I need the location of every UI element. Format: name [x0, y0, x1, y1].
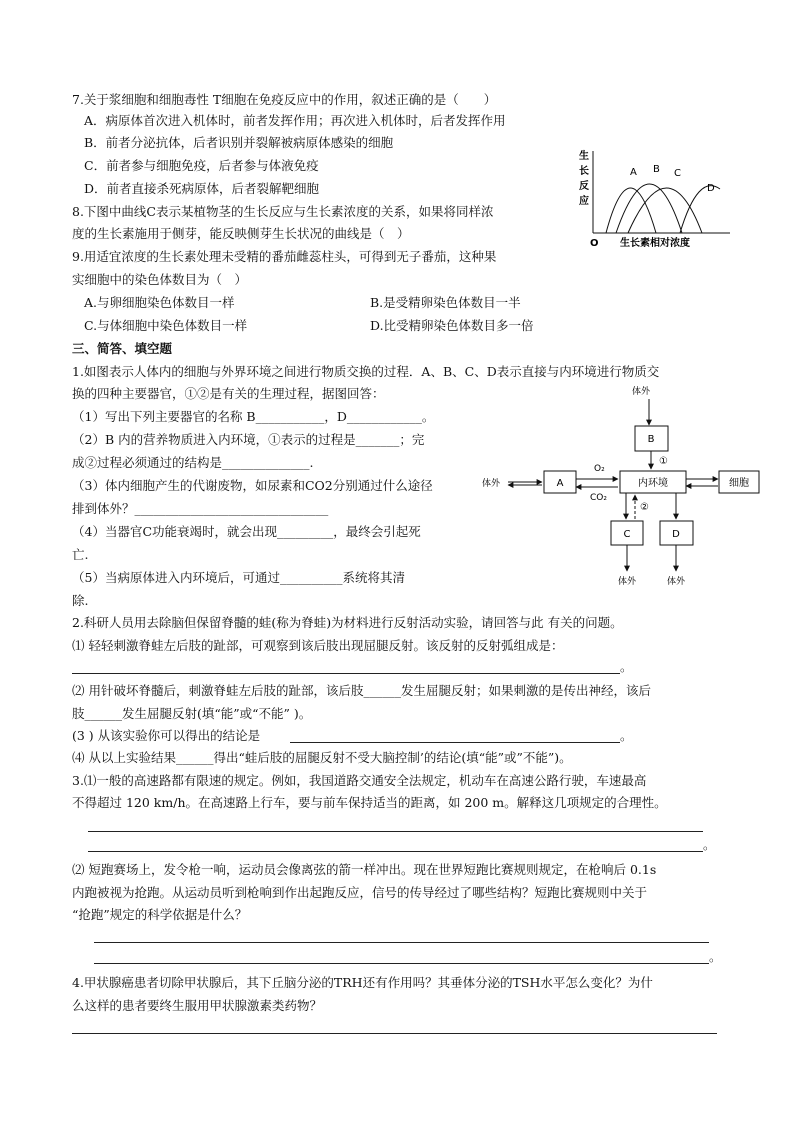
s2-stem: 2.科研人员用去除脑但保留脊髓的蛙(称为脊蛙)为材料进行反射活动实验，请回答与此 有关的问题。 — [72, 615, 623, 630]
s1-part4b: 亡. — [72, 547, 89, 562]
q7-option-b: B．前者分泌抗体，后者识别并裂解被病原体感染的细胞 — [84, 135, 394, 150]
curve-label-c: C — [674, 168, 681, 179]
step2-label: ② — [640, 502, 649, 513]
origin-label: O — [590, 238, 599, 249]
s2-part4: ⑷ 从以上实验结果______得出“蛙后肢的屈腿反射不受大脑控制’的结论(填“能”或”不能”)。 — [72, 750, 572, 765]
s1-part1: （1）写出下列主要器官的名称 B___________，D____________。 — [72, 409, 435, 424]
co2-label: CO₂ — [590, 493, 607, 503]
q8-line2: 度的生长素施用于侧芽，能反映侧芽生长状况的曲线是（ ） — [72, 226, 410, 241]
q9-option-d: D.比受精卵染色体数目多一倍 — [370, 318, 534, 333]
s3-part1b: 不得超过 120 km/h。在高速路上行车，要与前车保持适当的距离，如 200 m。解释这几项规定的合理性。 — [72, 795, 667, 810]
y-label-char: 长 — [579, 166, 589, 177]
q9-option-b: B.是受精卵染色体数目一半 — [370, 295, 521, 310]
s2-part3-end: 。 — [620, 728, 633, 743]
growth-response-diagram — [570, 145, 750, 255]
section-title: 三、简答、填空题 — [72, 341, 173, 356]
s4-part1b: 么这样的患者要终生服用甲状腺激素类药物？ — [72, 998, 323, 1013]
outside-top-label: 体外 — [631, 387, 651, 397]
s1-part4a: （4）当器官C功能衰竭时，就会出现_________，最终会引起死 — [72, 524, 421, 539]
s2-part1-end: 。 — [620, 659, 633, 674]
s4-answer-line[interactable] — [72, 1033, 717, 1034]
s2-part1: ⑴ 轻轻刺激脊蛙左后肢的趾部，可观察到该后肢出现屈腿反射。该反射的反射弧组成是： — [72, 638, 564, 653]
s3-part2-answer-line-1[interactable] — [94, 942, 709, 943]
s1-part5a: （5）当病原体进入内环境后，可通过__________系统将其清 — [72, 570, 405, 585]
curve-label-b: B — [653, 164, 660, 175]
box-env-label: 内环境 — [638, 478, 668, 489]
q7-option-c: C．前者参与细胞免疫，后者参与体液免疫 — [84, 158, 319, 173]
s1-line1: 1.如图表示人体内的细胞与外界环境之间进行物质交换的过程．A、B、C、D表示直接与内环境进行物质交 — [72, 364, 660, 379]
s2-part2b: 肢______发生屈腿反射(填“能”或“不能” )。 — [72, 706, 312, 721]
box-a-label: A — [556, 478, 564, 489]
x-axis-label: 生长素相对浓度 — [620, 238, 690, 249]
box-b-label: B — [647, 434, 655, 445]
s3-part2c: “抢跑”规定的科学依据是什么？ — [72, 907, 248, 922]
s2-part3: (3 ) 从该实验你可以得出的结论是 — [72, 728, 261, 743]
q9-option-c: C.与体细胞中染色体数目一样 — [84, 318, 248, 333]
exchange-flow-diagram — [478, 383, 768, 593]
s2-part3-answer-line[interactable] — [290, 742, 620, 743]
outside-d-label: 体外 — [666, 577, 686, 587]
curve-label-d: D — [707, 183, 715, 194]
step1-label: ① — [659, 456, 668, 467]
box-c-label: C — [623, 529, 631, 540]
outside-c-label: 体外 — [617, 577, 637, 587]
s3-part1-answer-line-2[interactable] — [88, 851, 703, 852]
s1-line2: 换的四种主要器官，①②是有关的生理过程，据图回答： — [72, 386, 385, 401]
box-d-label: D — [672, 529, 680, 540]
s3-part1a: 3.⑴一般的高速路都有限速的规定。例如，我国道路交通安全法规定，机动车在高速公路行驶，车速最高 — [72, 773, 647, 788]
q7-stem: 7.关于浆细胞和细胞毒性 T细胞在免疫反应中的作用，叙述正确的是（ ） — [72, 92, 497, 107]
s1-part3a: （3）体内细胞产生的代谢废物，如尿素和CO2分别通过什么途径 — [72, 478, 433, 493]
s1-part5b: 除. — [72, 593, 89, 608]
q8-line1: 8.下图中曲线C表示某植物茎的生长反应与生长素浓度的关系，如果将同样浓 — [72, 204, 494, 219]
s1-part3b: 排到体外？_______________________________ — [72, 501, 329, 516]
s3-part1-end: 。 — [703, 837, 716, 852]
s3-part2b: 内跑被视为抢跑。从运动员听到枪响到作出起跑反应，信号的传导经过了哪些结构？短跑比赛规则中关于 — [72, 885, 648, 900]
s3-part1-answer-line-1[interactable] — [88, 831, 703, 832]
s3-part2-answer-line-2[interactable] — [94, 963, 709, 964]
s1-part2b: 成②过程必须通过的结构是______________. — [72, 455, 314, 470]
s2-part2a: ⑵ 用针破坏脊髓后，刺激脊蛙左后肢的趾部，该后肢______发生屈腿反射；如果刺激的是传出神经，该后 — [72, 683, 651, 698]
q7-option-a: A．病原体首次进入机体时，前者发挥作用；再次进入机体时，后者发挥作用 — [84, 113, 506, 128]
o2-label: O₂ — [594, 464, 605, 474]
box-cell-label: 细胞 — [729, 478, 749, 489]
y-label-char: 生 — [579, 151, 589, 162]
s1-part2a: （2）B 内的营养物质进入内环境，①表示的过程是_______；完 — [72, 432, 425, 447]
s3-part2a: ⑵ 短跑赛场上，发令枪一响，运动员会像离弦的箭一样冲出。现在世界短跑比赛规则规定，在枪响后 0.1s — [72, 862, 657, 877]
curve-label-a: A — [630, 167, 637, 178]
q9-line2: 实细胞中的染色体数目为（ ） — [72, 272, 248, 287]
s3-part2-end: 。 — [709, 949, 722, 964]
q7-option-d: D．前者直接杀死病原体，后者裂解靶细胞 — [84, 181, 320, 196]
y-label-char: 反 — [579, 181, 589, 192]
y-label-char: 应 — [579, 196, 589, 207]
q9-line1: 9.用适宜浓度的生长素处理未受精的番茄雌蕊柱头，可得到无子番茄，这种果 — [72, 249, 497, 264]
s4-part1a: 4.甲状腺癌患者切除甲状腺后，其下丘脑分泌的TRH还有作用吗？其垂体分泌的TSH水平怎么变化？为什 — [72, 975, 653, 990]
q9-option-a: A.与卵细胞染色体数目一样 — [84, 295, 235, 310]
curve-b — [616, 184, 682, 233]
outside-left-label: 体外 — [482, 479, 501, 489]
s2-part1-answer-line[interactable] — [72, 673, 620, 674]
